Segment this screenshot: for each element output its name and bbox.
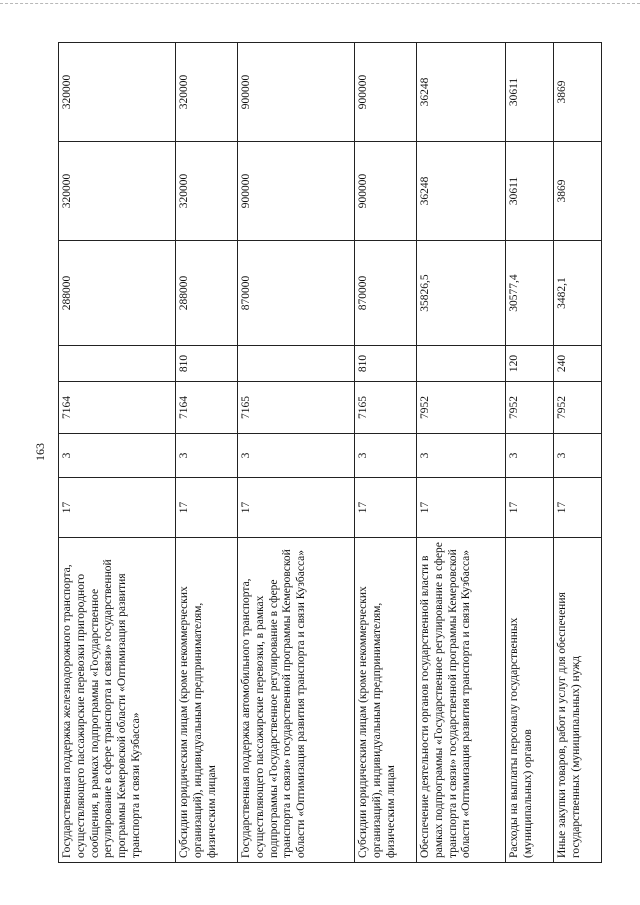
table-row [176,43,238,863]
code-expense-type [59,346,176,382]
code-subsection: 3 [238,434,355,478]
code-target: 7952 [417,382,506,434]
value-year-1: 30577,4 [506,241,554,346]
code-section: 17 [554,478,602,538]
value-year-2: 900000 [238,142,355,241]
code-expense-type [238,346,355,382]
code-expense-type: 810 [355,346,417,382]
table-row [417,43,506,863]
code-section: 17 [59,478,176,538]
row-name: Субсидии юридическим лицам (кроме некоммерческих организаций), индивидуальным предпринимателям, физическим лицам [176,538,238,863]
code-section: 17 [417,478,506,538]
value-year-3: 320000 [176,43,238,142]
code-subsection: 3 [417,434,506,478]
code-expense-type: 810 [176,346,238,382]
value-year-2: 900000 [355,142,417,241]
code-section: 17 [176,478,238,538]
code-subsection: 3 [355,434,417,478]
value-year-2: 36248 [417,142,506,241]
code-expense-type: 240 [554,346,602,382]
code-target: 7952 [506,382,554,434]
value-year-2: 30611 [506,142,554,241]
value-year-2: 3869 [554,142,602,241]
row-name: Государственная поддержка железнодорожного транспорта, осуществляющего пассажирские перевозки пригородного сообщения, в рамках подпрограммы «Государственное регулирование в сфере транспорта и связи» государственной программы Кемеровской области «Оптимизация развития транспорта и связи Кузбасса» [59,538,176,863]
row-name: Государственная поддержка автомобильного транспорта, осуществляющего пассажирские перевозки, в рамках подпрограммы «Государственное регулирование в сфере транспорта и связи» государственной программы Кемеровской области «Оптимизация развития транспорта и связи Кузбасса» [238,538,355,863]
code-section: 17 [355,478,417,538]
table-row [506,43,554,863]
value-year-1: 35826,5 [417,241,506,346]
table-row [238,43,355,863]
code-section: 17 [506,478,554,538]
row-name: Обеспечение деятельности органов государственной власти в рамках подпрограммы «Государственное регулирование в сфере транспорта и связи» государственной программы Кемеровской области «Оптимизация развития транспорта и связи Кузбасса» [417,538,506,863]
value-year-3: 900000 [355,43,417,142]
value-year-3: 3869 [554,43,602,142]
value-year-2: 320000 [176,142,238,241]
table-row [554,43,602,863]
code-subsection: 3 [176,434,238,478]
table-row [59,43,176,863]
code-section: 17 [238,478,355,538]
value-year-1: 870000 [355,241,417,346]
row-name: Расходы на выплаты персоналу государственных (муниципальных) органов [506,538,554,863]
code-target: 7952 [554,382,602,434]
code-expense-type: 120 [506,346,554,382]
value-year-1: 3482,1 [554,241,602,346]
value-year-3: 320000 [59,43,176,142]
code-subsection: 3 [506,434,554,478]
value-year-1: 870000 [238,241,355,346]
page-number-text: 163 [32,443,47,461]
code-subsection: 3 [554,434,602,478]
scan-border-line [0,3,640,4]
rotated-content [58,43,618,863]
code-subsection: 3 [59,434,176,478]
budget-table [58,42,602,863]
row-name: Иные закупки товаров, работ и услуг для обеспечения государственных (муниципальных) нужд [554,538,602,863]
value-year-3: 900000 [238,43,355,142]
code-target: 7165 [238,382,355,434]
table-row [355,43,417,863]
code-target: 7164 [59,382,176,434]
code-target: 7164 [176,382,238,434]
value-year-1: 288000 [59,241,176,346]
code-target: 7165 [355,382,417,434]
value-year-3: 30611 [506,43,554,142]
value-year-3: 36248 [417,43,506,142]
value-year-2: 320000 [59,142,176,241]
row-name: Субсидии юридическим лицам (кроме некоммерческих организаций), индивидуальным предпринимателям, физическим лицам [355,538,417,863]
code-expense-type [417,346,506,382]
value-year-1: 288000 [176,241,238,346]
table-frame [58,43,618,863]
